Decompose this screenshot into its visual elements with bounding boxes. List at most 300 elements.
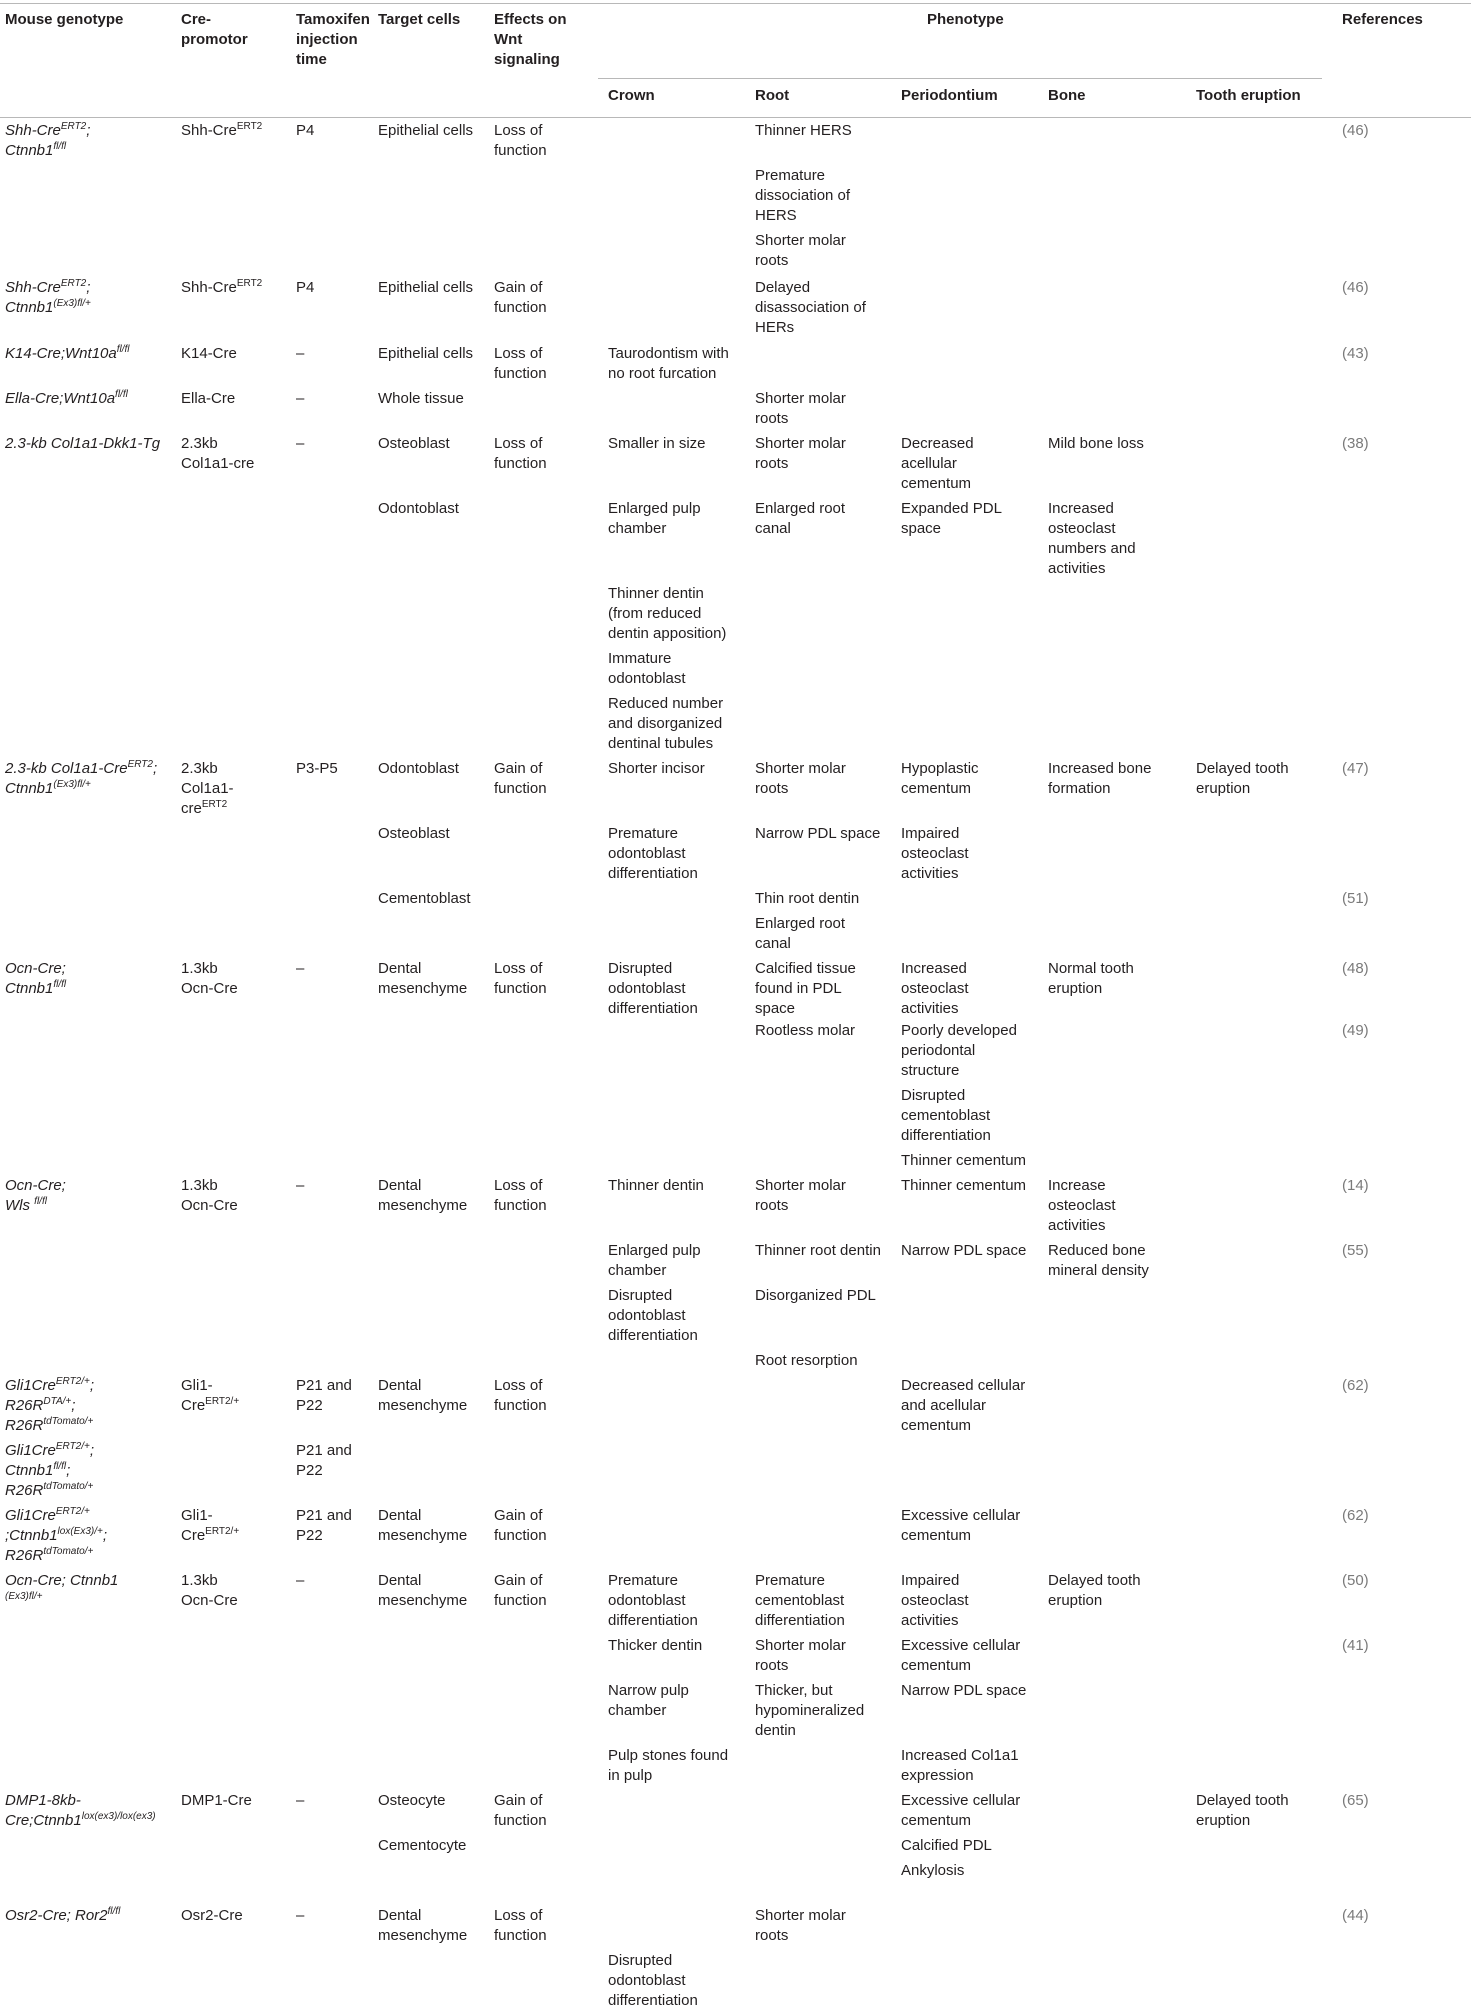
target-cells-cell xyxy=(378,1791,446,1811)
target-cells-cell xyxy=(378,959,467,999)
cell-line: Ocn-Cre xyxy=(181,980,238,997)
bone-phenotype-cell xyxy=(1048,959,1134,999)
cell-line: function xyxy=(494,980,547,997)
bone-phenotype-cell xyxy=(1048,434,1144,454)
root-phenotype-cell xyxy=(755,889,859,909)
cell-line: activities xyxy=(1048,560,1106,577)
cell-line: eruption xyxy=(1196,780,1251,797)
tamoxifen-time-cell xyxy=(296,1376,352,1416)
cell-line: (14) xyxy=(1342,1177,1369,1194)
cell-line: (from reduced xyxy=(608,605,702,622)
cell-line: $R26R^{DTA/+}$; xyxy=(5,1396,76,1414)
cell-line: Disrupted xyxy=(608,1952,673,1969)
header-tooth-eruption: Tooth eruption xyxy=(1196,87,1301,104)
reference-cell xyxy=(1342,1506,1369,1526)
tamoxifen-time-cell xyxy=(296,959,304,979)
root-phenotype-cell xyxy=(755,121,852,141)
cell-line: Gain of xyxy=(494,1792,543,1809)
cell-line: Gli1- xyxy=(181,1377,213,1394)
cell-line: and disorganized xyxy=(608,715,723,732)
tamoxifen-time-cell xyxy=(296,389,304,409)
cell-line: Ocn-Cre; xyxy=(5,1177,66,1194)
periodontium-phenotype-cell xyxy=(901,1791,1020,1831)
root-phenotype-cell xyxy=(755,824,880,844)
reference-cell xyxy=(1342,1021,1369,1041)
periodontium-phenotype-cell xyxy=(901,1746,1019,1786)
cell-line: $K14-Cre;Wnt10a^{fl/fl}$ xyxy=(5,344,130,362)
target-cells-cell xyxy=(378,1506,467,1546)
cell-line: Thinner root dentin xyxy=(755,1242,881,1259)
genotype-cell xyxy=(5,1376,94,1436)
cell-line: Shorter molar xyxy=(755,760,846,777)
cell-line: HERs xyxy=(755,319,795,336)
cell-line: formation xyxy=(1048,780,1111,797)
root-phenotype-cell xyxy=(755,166,850,226)
cell-line: (44) xyxy=(1342,1907,1369,1924)
cell-line: P4 xyxy=(296,279,315,296)
cell-line: $Ctnnb1^{(Ex3)fl/+}$ xyxy=(5,298,91,316)
cell-line: Excessive cellular xyxy=(901,1507,1021,1524)
target-cells-cell xyxy=(378,434,450,454)
cell-line: $Ctnnb1^{fl/fl}$ xyxy=(5,979,67,997)
cell-line: acellular xyxy=(901,455,957,472)
genotype-cell xyxy=(5,278,91,318)
cell-line: osteoclast xyxy=(1048,1197,1116,1214)
cell-line: Delayed tooth xyxy=(1196,760,1289,777)
cell-line: Enlarged pulp xyxy=(608,500,701,517)
cell-line: 2.3kb xyxy=(181,760,218,777)
cell-line: (55) xyxy=(1342,1242,1369,1259)
crown-phenotype-cell xyxy=(608,1571,698,1631)
reference-cell xyxy=(1342,959,1369,979)
reference-cell xyxy=(1342,1571,1369,1591)
cell-line: odontoblast xyxy=(608,845,686,862)
cell-line: Ocn-Cre xyxy=(181,1592,238,1609)
periodontium-phenotype-cell xyxy=(901,499,1002,539)
cell-line: Thinner cementum xyxy=(901,1177,1027,1194)
cell-line: (41) xyxy=(1342,1637,1369,1654)
cell-line: activities xyxy=(901,865,959,882)
cell-line: dentin apposition) xyxy=(608,625,727,642)
reference-cell xyxy=(1342,344,1369,364)
cre-promotor-cell xyxy=(181,1506,239,1546)
cell-line: (47) xyxy=(1342,760,1369,777)
cell-line: odontoblast xyxy=(608,980,686,997)
cell-line: cementum xyxy=(901,475,972,492)
genotype-cell xyxy=(5,389,128,409)
periodontium-phenotype-cell xyxy=(901,1681,1026,1701)
cell-line: function xyxy=(494,780,547,797)
cell-line: cementum xyxy=(901,1657,972,1674)
cell-line: Shorter molar xyxy=(755,1637,846,1654)
cell-line: Gli1- xyxy=(181,1507,213,1524)
cell-line: numbers and xyxy=(1048,540,1136,557)
cell-line: osteoclast xyxy=(1048,520,1116,537)
cell-line: Osr2-Cre; $Ror2^{fl/fl}$ xyxy=(5,1906,121,1924)
root-phenotype-cell xyxy=(755,389,846,429)
cell-line: Shh-Cre$^{ERT2}$; xyxy=(5,278,91,296)
cell-line: Dental xyxy=(378,1907,422,1924)
cell-line: $R26R^{tdTomato/+}$ xyxy=(5,1416,94,1434)
genotype-cell xyxy=(5,1906,120,1926)
crown-phenotype-cell xyxy=(608,344,729,384)
cell-line: Calcified tissue xyxy=(755,960,856,977)
cell-line: function xyxy=(494,1397,547,1414)
cell-line: Gain of xyxy=(494,1507,543,1524)
bone-phenotype-cell xyxy=(1048,759,1151,799)
cell-line: function xyxy=(494,1527,547,1544)
cell-line: – xyxy=(296,1572,305,1589)
target-cells-cell xyxy=(378,1176,467,1216)
target-cells-cell xyxy=(378,1836,466,1856)
cell-line: roots xyxy=(755,1657,789,1674)
cell-line: odontoblast xyxy=(608,670,686,687)
cell-line: Thinner dentin xyxy=(608,1177,704,1194)
wnt-effect-cell xyxy=(494,1376,547,1416)
cell-line: (62) xyxy=(1342,1507,1369,1524)
wnt-effect-cell xyxy=(494,1506,547,1546)
cell-line: – xyxy=(296,390,305,407)
cell-line: canal xyxy=(755,520,791,537)
cell-line: – xyxy=(296,1907,305,1924)
header-bone: Bone xyxy=(1048,87,1086,104)
cell-line: Shorter molar xyxy=(755,1907,846,1924)
cell-line: roots xyxy=(755,780,789,797)
cell-line: Epithelial cells xyxy=(378,345,474,362)
cell-line: Excessive cellular xyxy=(901,1637,1021,1654)
cell-line: Narrow pulp xyxy=(608,1682,689,1699)
cell-line: 2.3-kb Col1a1-Dkk1-Tg xyxy=(5,435,161,452)
cell-line: Thinner HERS xyxy=(755,122,852,139)
cell-line: Hypoplastic xyxy=(901,760,979,777)
periodontium-phenotype-cell xyxy=(901,1636,1020,1676)
cell-line: chamber xyxy=(608,1702,667,1719)
cell-line: periodontal xyxy=(901,1042,976,1059)
cell-line: Thicker dentin xyxy=(608,1637,703,1654)
periodontium-phenotype-cell xyxy=(901,1086,991,1146)
cell-line: Shh-Cre$^{ERT2}$ xyxy=(181,121,263,139)
cell-line: function xyxy=(494,1197,547,1214)
cell-line: DMP1-8kb- xyxy=(5,1792,81,1809)
tamoxifen-time-cell xyxy=(296,759,338,779)
header-root: Root xyxy=(755,87,790,104)
cell-line: function xyxy=(494,1592,547,1609)
cell-line: dentinal tubules xyxy=(608,735,714,752)
cell-line: P21 and xyxy=(296,1377,352,1394)
cell-line: cementum xyxy=(901,1812,972,1829)
cell-line: Narrow PDL space xyxy=(901,1682,1027,1699)
tamoxifen-time-cell xyxy=(296,1441,352,1481)
bone-phenotype-cell xyxy=(1048,1571,1141,1611)
cell-line: (49) xyxy=(1342,1022,1369,1039)
cell-line: disassociation of xyxy=(755,299,866,316)
cre-promotor-cell xyxy=(181,1176,238,1216)
cell-line: (48) xyxy=(1342,960,1369,977)
cell-line: Ocn-Cre; xyxy=(5,960,66,977)
cell-line: (51) xyxy=(1342,890,1369,907)
cell-line: eruption xyxy=(1048,1592,1103,1609)
root-phenotype-cell xyxy=(755,1241,881,1261)
cell-line: DMP1-Cre xyxy=(181,1792,252,1809)
periodontium-phenotype-cell xyxy=(901,1021,1017,1081)
cre-promotor-cell xyxy=(181,759,234,819)
cell-line: P22 xyxy=(296,1527,323,1544)
cell-line: Shh-Cre$^{ERT2}$; xyxy=(5,121,91,139)
reference-cell xyxy=(1342,1241,1369,1261)
cell-line: Delayed tooth xyxy=(1048,1572,1141,1589)
header-target-cells: Target cells xyxy=(378,11,461,28)
cell-line: function xyxy=(494,455,547,472)
cell-line: Shorter molar xyxy=(755,390,846,407)
root-phenotype-cell xyxy=(755,759,846,799)
target-cells-cell xyxy=(378,278,473,298)
wnt-effect-cell xyxy=(494,759,547,799)
table-top-rule xyxy=(0,3,1471,4)
cell-line: Excessive cellular xyxy=(901,1792,1021,1809)
root-phenotype-cell xyxy=(755,1681,864,1741)
cell-line: P21 and xyxy=(296,1442,352,1459)
reference-cell xyxy=(1342,1906,1369,1926)
target-cells-cell xyxy=(378,1376,467,1416)
cell-line: Shorter incisor xyxy=(608,760,705,777)
cell-line: Decreased xyxy=(901,435,974,452)
cell-line: Gain of xyxy=(494,279,543,296)
cell-line: Shorter molar xyxy=(755,1177,846,1194)
cell-line: (43) xyxy=(1342,345,1369,362)
cell-line: cementoblast xyxy=(755,1592,845,1609)
cell-line: space xyxy=(755,1000,796,1017)
genotype-cell xyxy=(5,434,160,454)
cell-line: mesenchyme xyxy=(378,1197,468,1214)
cell-line: canal xyxy=(755,935,791,952)
cell-line: mesenchyme xyxy=(378,1527,468,1544)
cell-line: (50) xyxy=(1342,1572,1369,1589)
cell-line: Gli1Cre$^{ERT2/+}$ xyxy=(5,1506,90,1524)
cell-line: Dental xyxy=(378,1572,422,1589)
cell-line: P21 and xyxy=(296,1507,352,1524)
crown-phenotype-cell xyxy=(608,959,698,1019)
cell-line: function xyxy=(494,1812,547,1829)
cell-line: Dental xyxy=(378,960,422,977)
cell-line: P22 xyxy=(296,1397,323,1414)
cell-line: mesenchyme xyxy=(378,1397,468,1414)
cell-line: 1.3kb xyxy=(181,1177,218,1194)
reference-cell xyxy=(1342,889,1369,909)
crown-phenotype-cell xyxy=(608,824,698,884)
cell-line: Epithelial cells xyxy=(378,279,474,296)
genotype-cell xyxy=(5,344,130,364)
root-phenotype-cell xyxy=(755,1636,846,1676)
tamoxifen-time-cell xyxy=(296,1176,304,1196)
crown-phenotype-cell xyxy=(608,499,701,539)
wnt-effect-cell xyxy=(494,344,547,384)
cell-line: Premature xyxy=(608,1572,679,1589)
tamoxifen-time-cell xyxy=(296,1791,304,1811)
cre-promotor-cell xyxy=(181,278,262,298)
cell-line: Gain of xyxy=(494,1572,543,1589)
tamoxifen-time-cell xyxy=(296,121,314,141)
cell-line: mineral density xyxy=(1048,1262,1149,1279)
crown-phenotype-cell xyxy=(608,649,686,689)
periodontium-phenotype-cell xyxy=(901,959,969,1019)
cell-line: – xyxy=(296,1177,305,1194)
reference-cell xyxy=(1342,1176,1369,1196)
cre-promotor-cell xyxy=(181,959,238,999)
cell-line: (65) xyxy=(1342,1792,1369,1809)
cell-line: Loss of xyxy=(494,1177,543,1194)
cell-line: Expanded PDL xyxy=(901,500,1002,517)
cell-line: Pulp stones found xyxy=(608,1747,729,1764)
phenotype-subheader-rule xyxy=(598,78,1322,79)
cre-promotor-cell xyxy=(181,1571,238,1611)
cell-line: expression xyxy=(901,1767,974,1784)
cell-line: Loss of xyxy=(494,345,543,362)
cell-line: Thinner dentin xyxy=(608,585,704,602)
genotype-cell xyxy=(5,1791,156,1831)
cell-line: Impaired xyxy=(901,825,960,842)
cell-line: Ocn-Cre; Ctnnb1 xyxy=(5,1572,119,1589)
header-promotor: Cre- promotor xyxy=(181,11,248,48)
root-phenotype-cell xyxy=(755,1906,846,1946)
cell-line: Mild bone loss xyxy=(1048,435,1144,452)
reference-cell xyxy=(1342,1636,1369,1656)
cell-line: Cre$^{ERT2/+}$ xyxy=(181,1526,240,1544)
cell-line: mesenchyme xyxy=(378,1592,468,1609)
cell-line: $Ctnnb1^{fl/fl}$; xyxy=(5,1461,71,1479)
cell-line: P3-P5 xyxy=(296,760,338,777)
root-phenotype-cell xyxy=(755,1021,855,1041)
root-phenotype-cell xyxy=(755,231,846,271)
cell-line: Odontoblast xyxy=(378,760,459,777)
target-cells-cell xyxy=(378,1906,467,1946)
cell-line: osteoclast xyxy=(901,845,969,862)
cell-line: mesenchyme xyxy=(378,980,468,997)
periodontium-phenotype-cell xyxy=(901,1571,969,1631)
crown-phenotype-cell xyxy=(608,1681,689,1721)
cell-line: 2.3kb xyxy=(181,435,218,452)
cell-line: Loss of xyxy=(494,960,543,977)
cell-line: Shh-Cre$^{ERT2}$ xyxy=(181,278,263,296)
cre-promotor-cell xyxy=(181,434,254,474)
cell-line: cementum xyxy=(901,1417,972,1434)
cell-line: Osteoblast xyxy=(378,825,450,842)
tooth-eruption-phenotype-cell xyxy=(1196,1791,1289,1831)
cell-line: Dental xyxy=(378,1507,422,1524)
cell-line: structure xyxy=(901,1062,960,1079)
root-phenotype-cell xyxy=(755,499,845,539)
cell-line: $R26R^{tdTomato/+}$ xyxy=(5,1546,94,1564)
cell-line: Whole tissue xyxy=(378,390,464,407)
cell-line: roots xyxy=(755,252,789,269)
cell-line: function xyxy=(494,1927,547,1944)
cell-line: differentiation xyxy=(608,1612,698,1629)
periodontium-phenotype-cell xyxy=(901,1176,1026,1196)
cell-line: space xyxy=(901,520,942,537)
cell-line: Increased Col1a1 xyxy=(901,1747,1019,1764)
wnt-effect-cell xyxy=(494,1176,547,1216)
cell-line: mesenchyme xyxy=(378,1927,468,1944)
cell-line: differentiation xyxy=(901,1127,991,1144)
cell-line: Enlarged root xyxy=(755,915,846,932)
reference-cell xyxy=(1342,759,1369,779)
cell-line: osteoclast xyxy=(901,980,969,997)
cell-line: differentiation xyxy=(608,865,698,882)
wnt-effect-cell xyxy=(494,1906,547,1946)
reference-cell xyxy=(1342,1376,1369,1396)
cell-line: Gain of xyxy=(494,760,543,777)
cell-line: odontoblast xyxy=(608,1972,686,1989)
cell-line: cementum xyxy=(901,1527,972,1544)
cell-line: Thicker, but xyxy=(755,1682,833,1699)
crown-phenotype-cell xyxy=(608,759,705,779)
crown-phenotype-cell xyxy=(608,694,723,754)
crown-phenotype-cell xyxy=(608,434,706,454)
target-cells-cell xyxy=(378,389,464,409)
cell-line: $Ctnnb1^{(Ex3)fl/+}$ xyxy=(5,779,91,797)
periodontium-phenotype-cell xyxy=(901,1506,1020,1546)
wnt-effect-cell xyxy=(494,278,547,318)
target-cells-cell xyxy=(378,499,459,519)
cell-line: activities xyxy=(901,1000,959,1017)
cell-line: eruption xyxy=(1048,980,1103,997)
periodontium-phenotype-cell xyxy=(901,1376,1025,1436)
root-phenotype-cell xyxy=(755,959,856,1019)
header-crown: Crown xyxy=(608,87,655,104)
cell-line: Wls $^{fl/fl}$ xyxy=(5,1196,47,1214)
cell-line: (46) xyxy=(1342,279,1369,296)
cell-line: differentiation xyxy=(755,1612,845,1629)
cell-line: function xyxy=(494,299,547,316)
cell-line: found in PDL xyxy=(755,980,842,997)
cell-line: $Cre;Ctnnb1^{lox(ex3)/lox(ex3)}$ xyxy=(5,1811,156,1829)
cell-line: Poorly developed xyxy=(901,1022,1017,1039)
cell-line: Enlarged pulp xyxy=(608,1242,701,1259)
genotype-cell xyxy=(5,959,66,999)
cell-line: Dental xyxy=(378,1377,422,1394)
root-phenotype-cell xyxy=(755,914,845,954)
reference-cell xyxy=(1342,278,1369,298)
cell-line: HERS xyxy=(755,207,797,224)
wnt-effect-cell xyxy=(494,959,547,999)
crown-phenotype-cell xyxy=(608,1951,698,2011)
cell-line: Loss of xyxy=(494,122,543,139)
genotype-cell xyxy=(5,1176,66,1216)
cell-line: K14-Cre xyxy=(181,345,237,362)
header-periodontium: Periodontium xyxy=(901,87,998,104)
header-genotype: Mouse genotype xyxy=(5,11,124,28)
header-phenotype: Phenotype xyxy=(927,11,1004,28)
cell-line: odontoblast xyxy=(608,1307,686,1324)
cell-line: Calcified PDL xyxy=(901,1837,992,1854)
cell-line: Ocn-Cre xyxy=(181,1197,238,1214)
cell-line: osteoclast xyxy=(901,1592,969,1609)
cell-line: Delayed tooth xyxy=(1196,1792,1289,1809)
cell-line: Osteoblast xyxy=(378,435,450,452)
cell-line: Loss of xyxy=(494,1377,543,1394)
root-phenotype-cell xyxy=(755,1176,846,1216)
cell-line: Cementocyte xyxy=(378,1837,467,1854)
cell-line: (62) xyxy=(1342,1377,1369,1394)
periodontium-phenotype-cell xyxy=(901,824,969,884)
cell-line: Loss of xyxy=(494,1907,543,1924)
cell-line: function xyxy=(494,365,547,382)
tamoxifen-time-cell xyxy=(296,434,304,454)
periodontium-phenotype-cell xyxy=(901,1241,1026,1261)
cell-line: – xyxy=(296,345,305,362)
cell-line: Col1a1-cre xyxy=(181,455,255,472)
cell-line: cementum xyxy=(901,780,972,797)
cell-line: Cre$^{ERT2/+}$ xyxy=(181,1396,240,1414)
